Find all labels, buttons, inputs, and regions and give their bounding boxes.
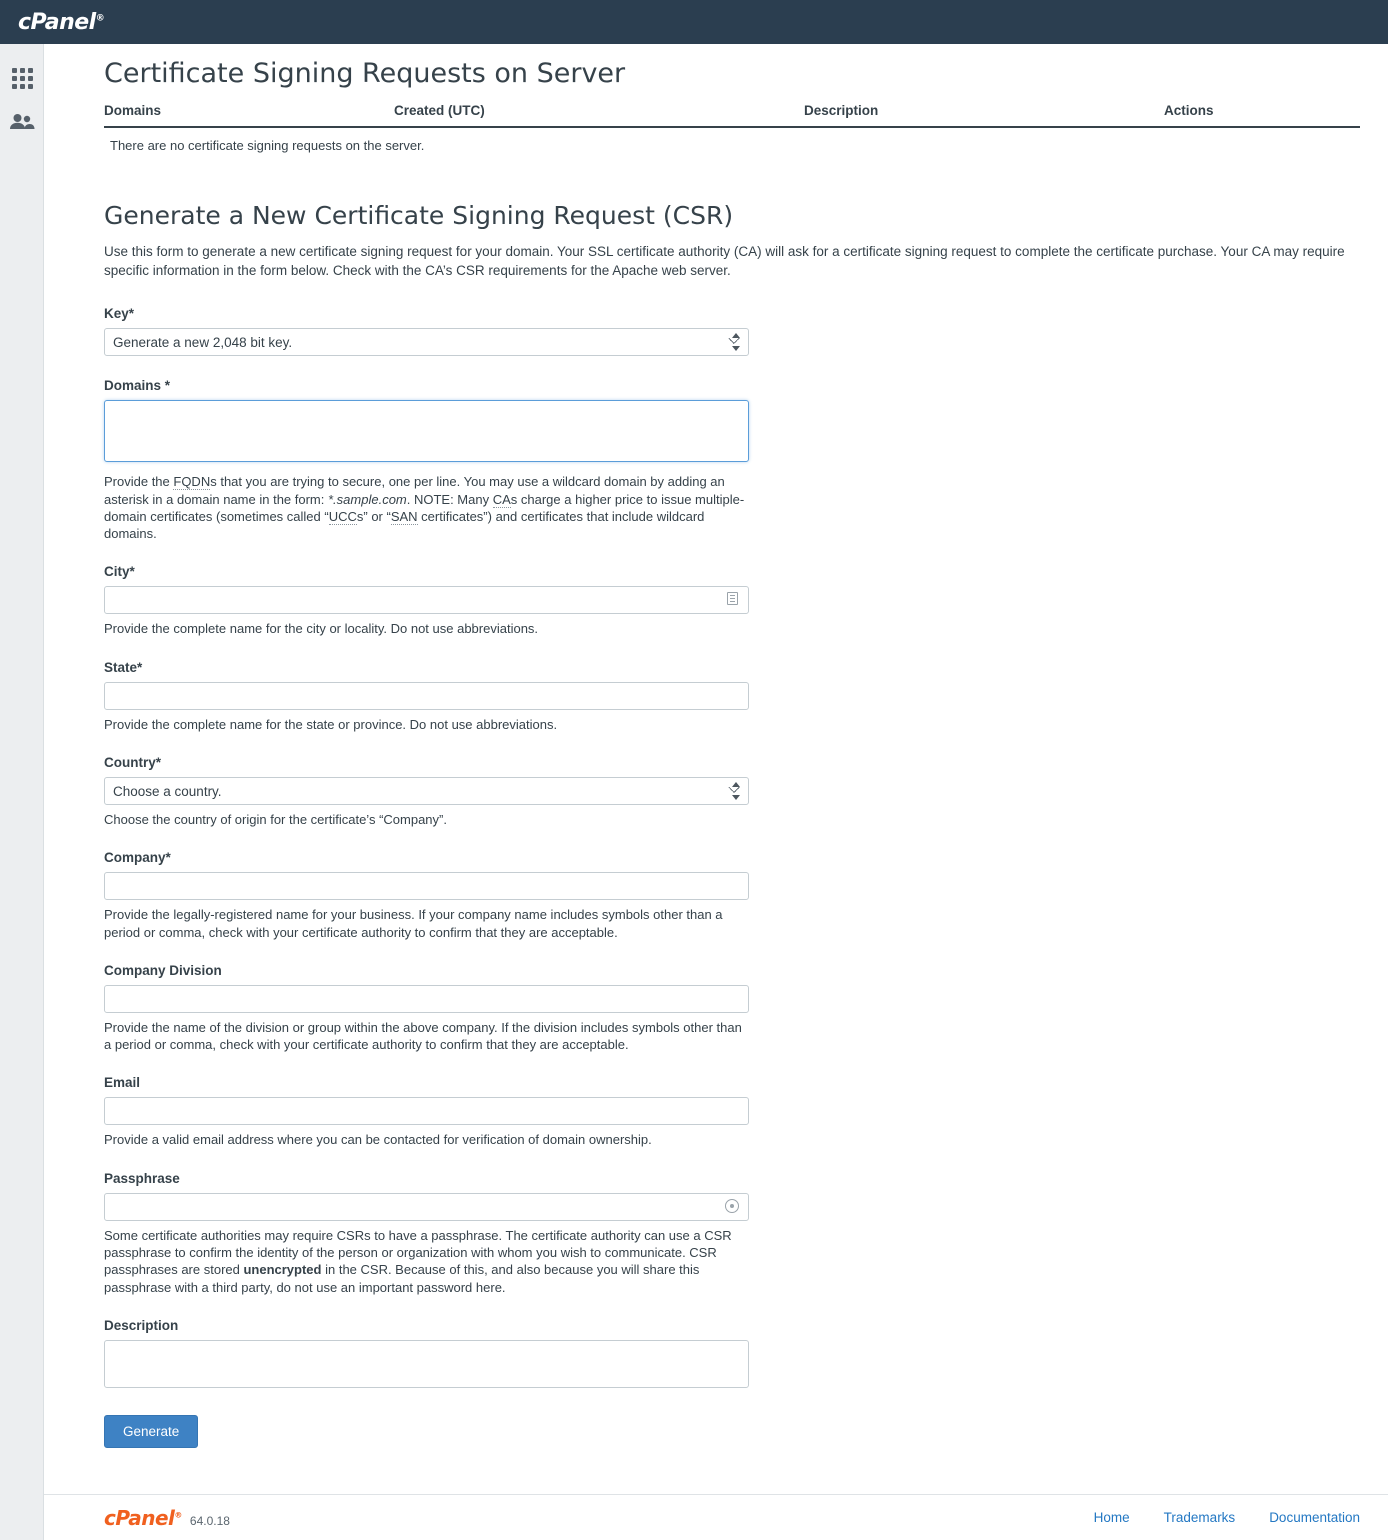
cpanel-logo[interactable] (18, 10, 104, 35)
label-state: State* (104, 659, 143, 675)
help-passphrase-strong: unencrypted (243, 1262, 322, 1278)
column-header-actions: Actions (1164, 103, 1360, 127)
company-input-wrap (104, 872, 749, 900)
help-email: Provide a valid email address where you can be contacted for verification of domain ownership. (104, 1132, 652, 1148)
description-textarea[interactable] (104, 1340, 749, 1388)
help-country: Choose the country of origin for the certificate’s “Company”. (104, 812, 447, 827)
help-domains-part3: . NOTE: Many (406, 491, 493, 507)
left-rail (0, 44, 44, 1540)
top-bar (0, 0, 1388, 44)
rail-item-apps[interactable] (0, 56, 44, 100)
field-country (104, 755, 1360, 828)
city-input-wrap (104, 586, 749, 614)
table-row-empty (104, 127, 1360, 163)
help-domains-fqdn: FQDN (173, 474, 211, 490)
country-select-wrap (104, 777, 749, 805)
footer-link-documentation[interactable]: Documentation (1269, 1510, 1360, 1525)
label-passphrase: Passphrase (104, 1170, 180, 1186)
email-input-wrap (104, 1097, 749, 1125)
footer-links (1094, 1510, 1360, 1525)
help-company: Provide the legally-registered name for your business. If your company name includes symbols other than a period or comma, check with your certificate authority to confirm that they are acceptable. (104, 907, 723, 940)
footer-brand-registered: ® (174, 1509, 182, 1519)
csr-table (104, 103, 1360, 163)
field-company (104, 850, 1360, 941)
field-company-division (104, 963, 1360, 1054)
company-division-input[interactable] (104, 985, 749, 1013)
label-company: Company* (104, 850, 171, 866)
csr-table-header-row (104, 103, 1360, 127)
state-input-wrap (104, 682, 749, 710)
footer-version: 64.0.18 (189, 1513, 230, 1528)
passphrase-input-wrap (104, 1193, 749, 1221)
rail-item-users[interactable] (0, 100, 44, 144)
label-email: Email (104, 1075, 141, 1091)
apps-grid-icon (12, 68, 33, 89)
footer-link-home[interactable]: Home (1093, 1510, 1130, 1525)
label-city: City* (104, 564, 135, 580)
label-country: Country* (104, 755, 161, 770)
empty-message: There are no certificate signing requests on the server. (110, 138, 425, 153)
state-input[interactable] (104, 682, 749, 710)
footer (44, 1494, 1388, 1540)
cpanel-logo-registered: ® (95, 13, 105, 24)
company-division-input-wrap (104, 985, 749, 1013)
help-domains-san: SAN (390, 508, 418, 524)
help-domains-part2: s that you are trying to secure, one per line. You may use a wildcard domain by adding an asterisk in a domain name in the form: (104, 474, 725, 507)
field-city (104, 564, 1360, 637)
help-passphrase-part2: in the CSR. Because of this, and also because you will share this passphrase with a third party, do not use an important password here. (104, 1262, 700, 1295)
footer-cpanel-logo (104, 1506, 182, 1530)
page-title: Certificate Signing Requests on Server (104, 58, 626, 89)
main-content (44, 44, 1388, 1540)
field-passphrase (104, 1171, 1360, 1296)
cpanel-logo-text: cPanel (18, 9, 96, 35)
city-input[interactable] (104, 586, 749, 614)
domains-textarea[interactable] (104, 400, 749, 462)
footer-left (104, 1506, 230, 1530)
help-passphrase-part1: Some certificate authorities may require CSRs to have a passphrase. The certificate authority can use a CSR passphrase to confirm the identity of the person or organization with whom you wish to communicate. CSR passphrases are stored (104, 1227, 732, 1278)
footer-brand-text: cPanel (104, 1505, 175, 1530)
label-domains: Domains * (104, 378, 171, 394)
help-domains-part1: Provide the (104, 474, 174, 490)
field-state (104, 660, 1360, 733)
field-key (104, 306, 1360, 356)
help-passphrase (104, 1227, 749, 1296)
field-email (104, 1075, 1360, 1148)
column-header-domains: Domains (104, 103, 394, 127)
email-field[interactable] (104, 1097, 749, 1125)
help-company-division: Provide the name of the division or group within the above company. If the division includes symbols other than a period or comma, check with your certificate authority to confirm that they are acceptable. (104, 1019, 742, 1053)
passphrase-input[interactable] (104, 1193, 749, 1221)
key-select-wrap (104, 328, 749, 356)
field-description (104, 1318, 1360, 1393)
help-domains-part4: s charge a higher price to issue multiple-domain certificates (sometimes called “ (104, 491, 745, 524)
help-city: Provide the complete name for the city or locality. Do not use abbreviations. (104, 621, 539, 637)
users-icon (9, 113, 35, 131)
label-key: Key* (104, 306, 135, 322)
label-company-division: Company Division (104, 962, 222, 978)
help-domains-ucc: UCC (328, 508, 357, 524)
key-select[interactable] (104, 328, 749, 356)
generate-button[interactable]: Generate (104, 1415, 198, 1448)
country-select[interactable] (104, 777, 749, 805)
company-input[interactable] (104, 872, 749, 900)
generate-form-intro: Use this form to generate a new certificate signing request for your domain. Your SSL certificate authority (CA) will ask for a certificate signing request to complete the certificate purchase. Your CA may require specific information in the form below. Check with the CA’s CSR requirements for the Apache web server. (104, 244, 1345, 279)
help-domains-ca: CA (492, 491, 511, 507)
help-state: Provide the complete name for the state or province. Do not use abbreviations. (104, 716, 558, 732)
generate-form-title: Generate a New Certificate Signing Request (CSR) (104, 201, 734, 230)
help-domains-part5: s” or “ (356, 508, 391, 524)
help-domains-part6: certificates”) and certificates that include wildcard domains. (104, 508, 705, 542)
column-header-description: Description (804, 103, 1164, 127)
help-domains-sample: *.sample.com (328, 491, 407, 507)
field-domains (104, 378, 1360, 542)
label-description: Description (104, 1317, 179, 1333)
help-domains (104, 473, 749, 542)
footer-link-trademarks[interactable]: Trademarks (1163, 1510, 1236, 1525)
column-header-created: Created (UTC) (394, 103, 804, 127)
